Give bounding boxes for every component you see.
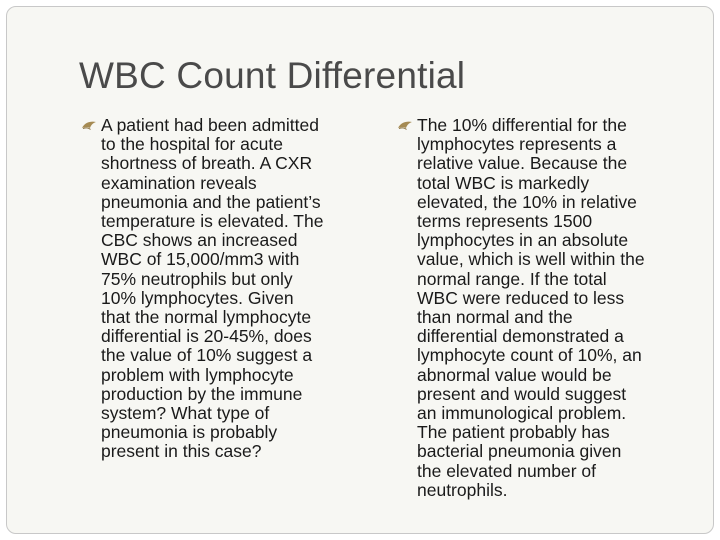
right-bullet-paragraph	[396, 116, 688, 500]
right-line: The patient probably has	[417, 422, 610, 443]
left-line: WBC of 15,000/mm3 with	[101, 249, 300, 270]
right-line: the elevated number of	[417, 460, 597, 481]
left-line: to the hospital for acute	[101, 134, 283, 155]
left-line: that the normal lymphocyte	[101, 307, 312, 328]
left-line: problem with lymphocyte	[101, 364, 294, 385]
slide-title: WBC Count Differential	[79, 55, 466, 96]
left-line: temperature is elevated. The	[101, 211, 324, 232]
right-line: present and would suggest	[417, 383, 627, 404]
scroll-bullet-icon	[80, 119, 98, 132]
left-line: 10% lymphocytes. Given	[101, 287, 294, 308]
right-line: total WBC is markedly	[417, 172, 590, 193]
right-line: bacterial pneumonia given	[417, 441, 622, 462]
right-line: normal range. If the total	[417, 268, 607, 289]
left-line: examination reveals	[101, 172, 257, 193]
right-line: differential demonstrated a	[417, 326, 624, 347]
right-line: WBC were reduced to less	[417, 287, 625, 308]
right-text-column	[396, 116, 688, 500]
left-paragraph-lines	[101, 116, 370, 462]
left-line: present in this case?	[101, 441, 262, 462]
right-line: The 10% differential for the	[417, 115, 627, 135]
left-bullet-paragraph	[80, 116, 370, 462]
left-line: 75% neutrophils but only	[101, 268, 293, 289]
right-line: elevated, the 10% in relative	[417, 191, 637, 212]
left-text-column	[80, 116, 370, 462]
left-line: system? What type of	[101, 403, 270, 424]
right-line: terms represents 1500	[417, 211, 593, 232]
right-line: lymphocytes in an absolute	[417, 230, 629, 251]
left-line: differential is 20-45%, does	[101, 326, 312, 347]
left-line: the value of 10% suggest a	[101, 345, 313, 366]
right-line: lymphocyte count of 10%, an	[417, 345, 642, 366]
right-paragraph-lines	[417, 116, 688, 500]
left-line: shortness of breath. A CXR	[101, 153, 313, 174]
left-line: CBC shows an increased	[101, 230, 298, 251]
left-line: production by the immune	[101, 383, 303, 404]
right-line: an immunological problem.	[417, 403, 627, 424]
scroll-bullet-icon	[396, 119, 414, 132]
right-line: neutrophils.	[417, 479, 508, 500]
right-line: than normal and the	[417, 307, 573, 328]
left-line: pneumonia is probably	[101, 422, 278, 443]
left-line: A patient had been admitted	[101, 115, 319, 135]
right-line: abnormal value would be	[417, 364, 612, 385]
left-line: pneumonia and the patient’s	[101, 191, 321, 212]
right-line: relative value. Because the	[417, 153, 628, 174]
right-line: value, which is well within the	[417, 249, 645, 270]
right-line: lymphocytes represents a	[417, 134, 617, 155]
